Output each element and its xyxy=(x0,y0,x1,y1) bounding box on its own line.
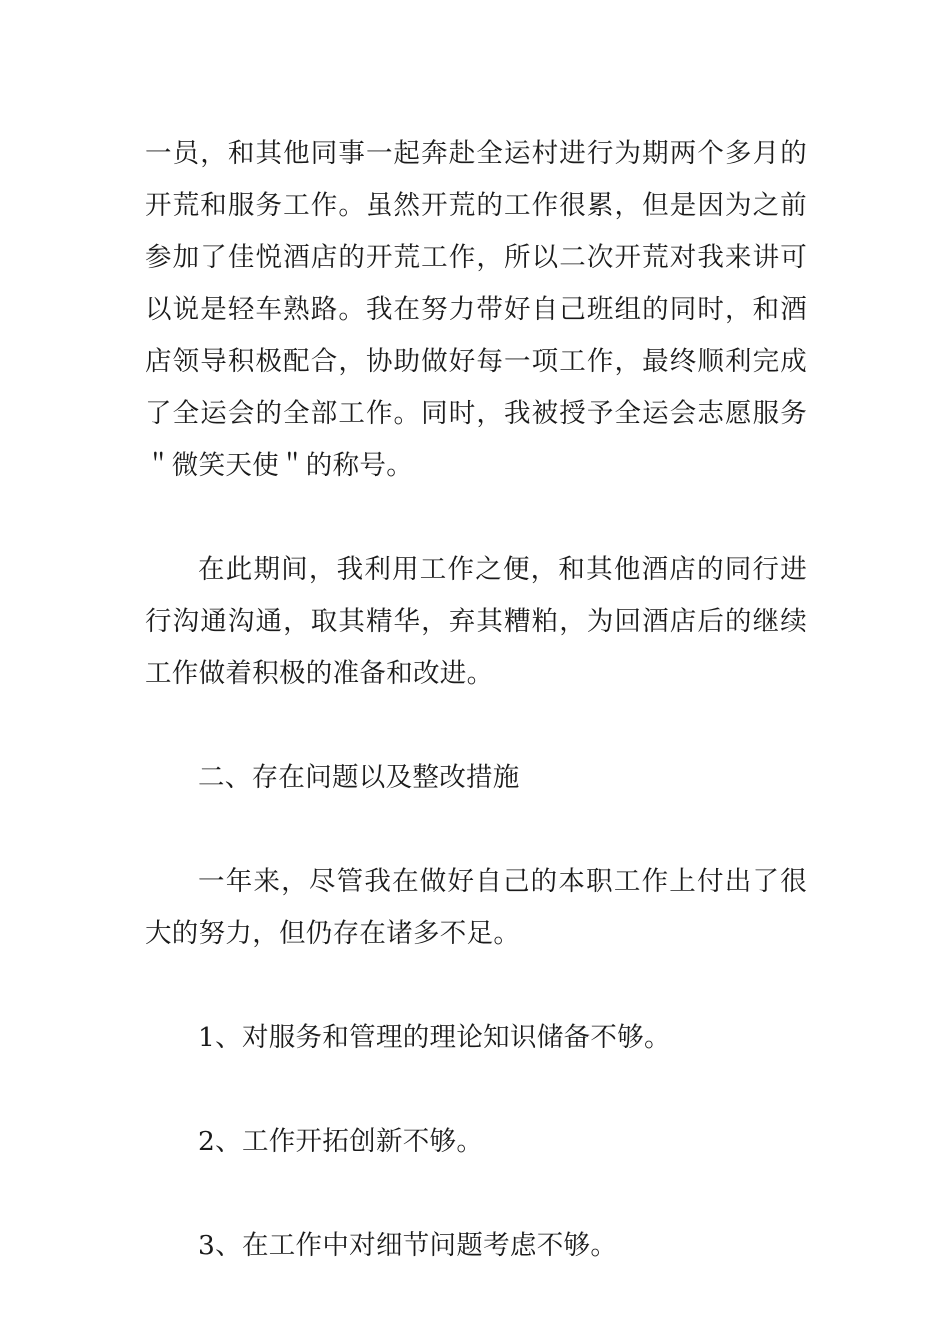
paragraph-year-summary: 一年来，尽管我在做好自己的本职工作上付出了很大的努力，但仍存在诸多不足。 xyxy=(145,866,807,949)
list-item-2: 2、工作开拓创新不够。 xyxy=(198,1126,484,1157)
paragraph-during-period: 在此期间，我利用工作之便，和其他酒店的同行进行沟通沟通，取其精华，弃其糟粕，为回酒店后的继续工作做着积极的准备和改进。 xyxy=(145,554,807,689)
section-heading-problems: 二、存在问题以及整改措施 xyxy=(198,762,520,793)
paragraph-continuation: 一员，和其他同事一起奔赴全运村进行为期两个多月的开荒和服务工作。虽然开荒的工作很累，但是因为之前参加了佳悦酒店的开荒工作，所以二次开荒对我来讲可以说是轻车熟路。我在努力带好自己班组的同时，和酒店领导积极配合，协助做好每一项工作，最终顺利完成了全运会的全部工作。同时，我被授予全运会志愿服务＂微笑天使＂的称号。 xyxy=(145,138,807,481)
list-item-3: 3、在工作中对细节问题考虑不够。 xyxy=(198,1230,618,1261)
document-body xyxy=(145,128,807,1272)
list-item-1: 1、对服务和管理的理论知识储备不够。 xyxy=(198,1022,671,1053)
